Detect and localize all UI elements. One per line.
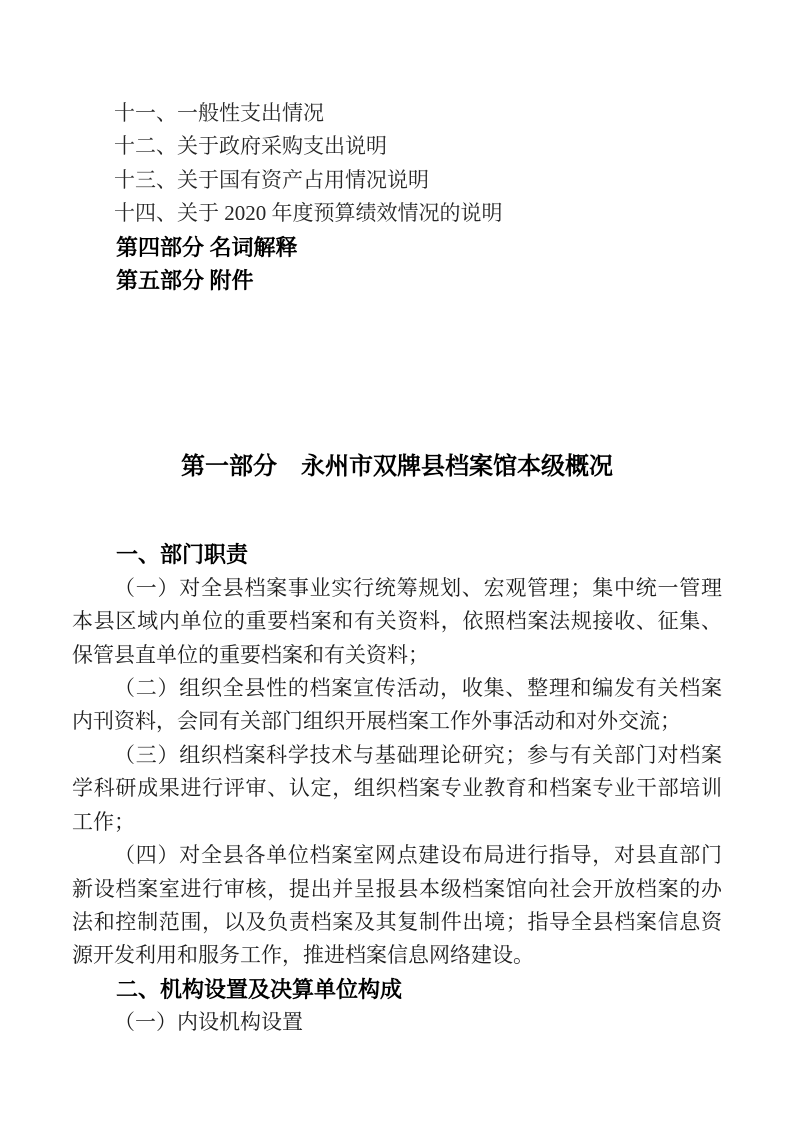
body-paragraph: （一）对全县档案事业实行统筹规划、宏观管理；集中统一管理本县区域内单位的重要档案和有关资料，依照档案法规接收、征集、保管县直单位的重要档案和有关资料； — [72, 575, 722, 667]
page-content — [72, 0, 722, 1040]
body-paragraph: （二）组织全县性的档案宣传活动，收集、整理和编发有关档案内刊资料，会同有关部门组织开展档案工作外事活动和对外交流； — [72, 676, 722, 734]
section-title: 第一部分 永州市双牌县档案馆本级概况 — [181, 454, 613, 481]
toc-item: 十二、关于政府采购支出说明 — [114, 134, 387, 159]
toc-part-heading: 第五部分 附件 — [116, 268, 254, 294]
body-paragraph: （四）对全县各单位档案室网点建设布局进行指导，对县直部门新设档案室进行审核，提出并呈报县本级档案馆向社会开放档案的办法和控制范围，以及负责档案及其复制件出境；指导全县档案信息资源开发利用和服务工作，推进档案信息网络建设。 — [72, 843, 722, 968]
toc-part-heading: 第四部分 名词解释 — [116, 234, 298, 260]
body-heading: 一、部门职责 — [116, 542, 249, 568]
toc-continued — [72, 97, 722, 297]
body-paragraph: （一）内设机构设置 — [114, 1010, 303, 1035]
body-paragraph: （三）组织档案科学技术与基础理论研究；参与有关部门对档案学科研成果进行评审、认定，组织档案专业教育和档案专业干部培训工作； — [72, 742, 722, 834]
toc-item: 十三、关于国有资产占用情况说明 — [114, 167, 429, 192]
document-body — [72, 538, 722, 1039]
toc-item: 十一、一般性支出情况 — [114, 101, 324, 125]
body-heading: 二、机构设置及决算单位构成 — [116, 976, 403, 1002]
toc-item: 十四、关于 2020 年度预算绩效情况的说明 — [114, 201, 503, 226]
